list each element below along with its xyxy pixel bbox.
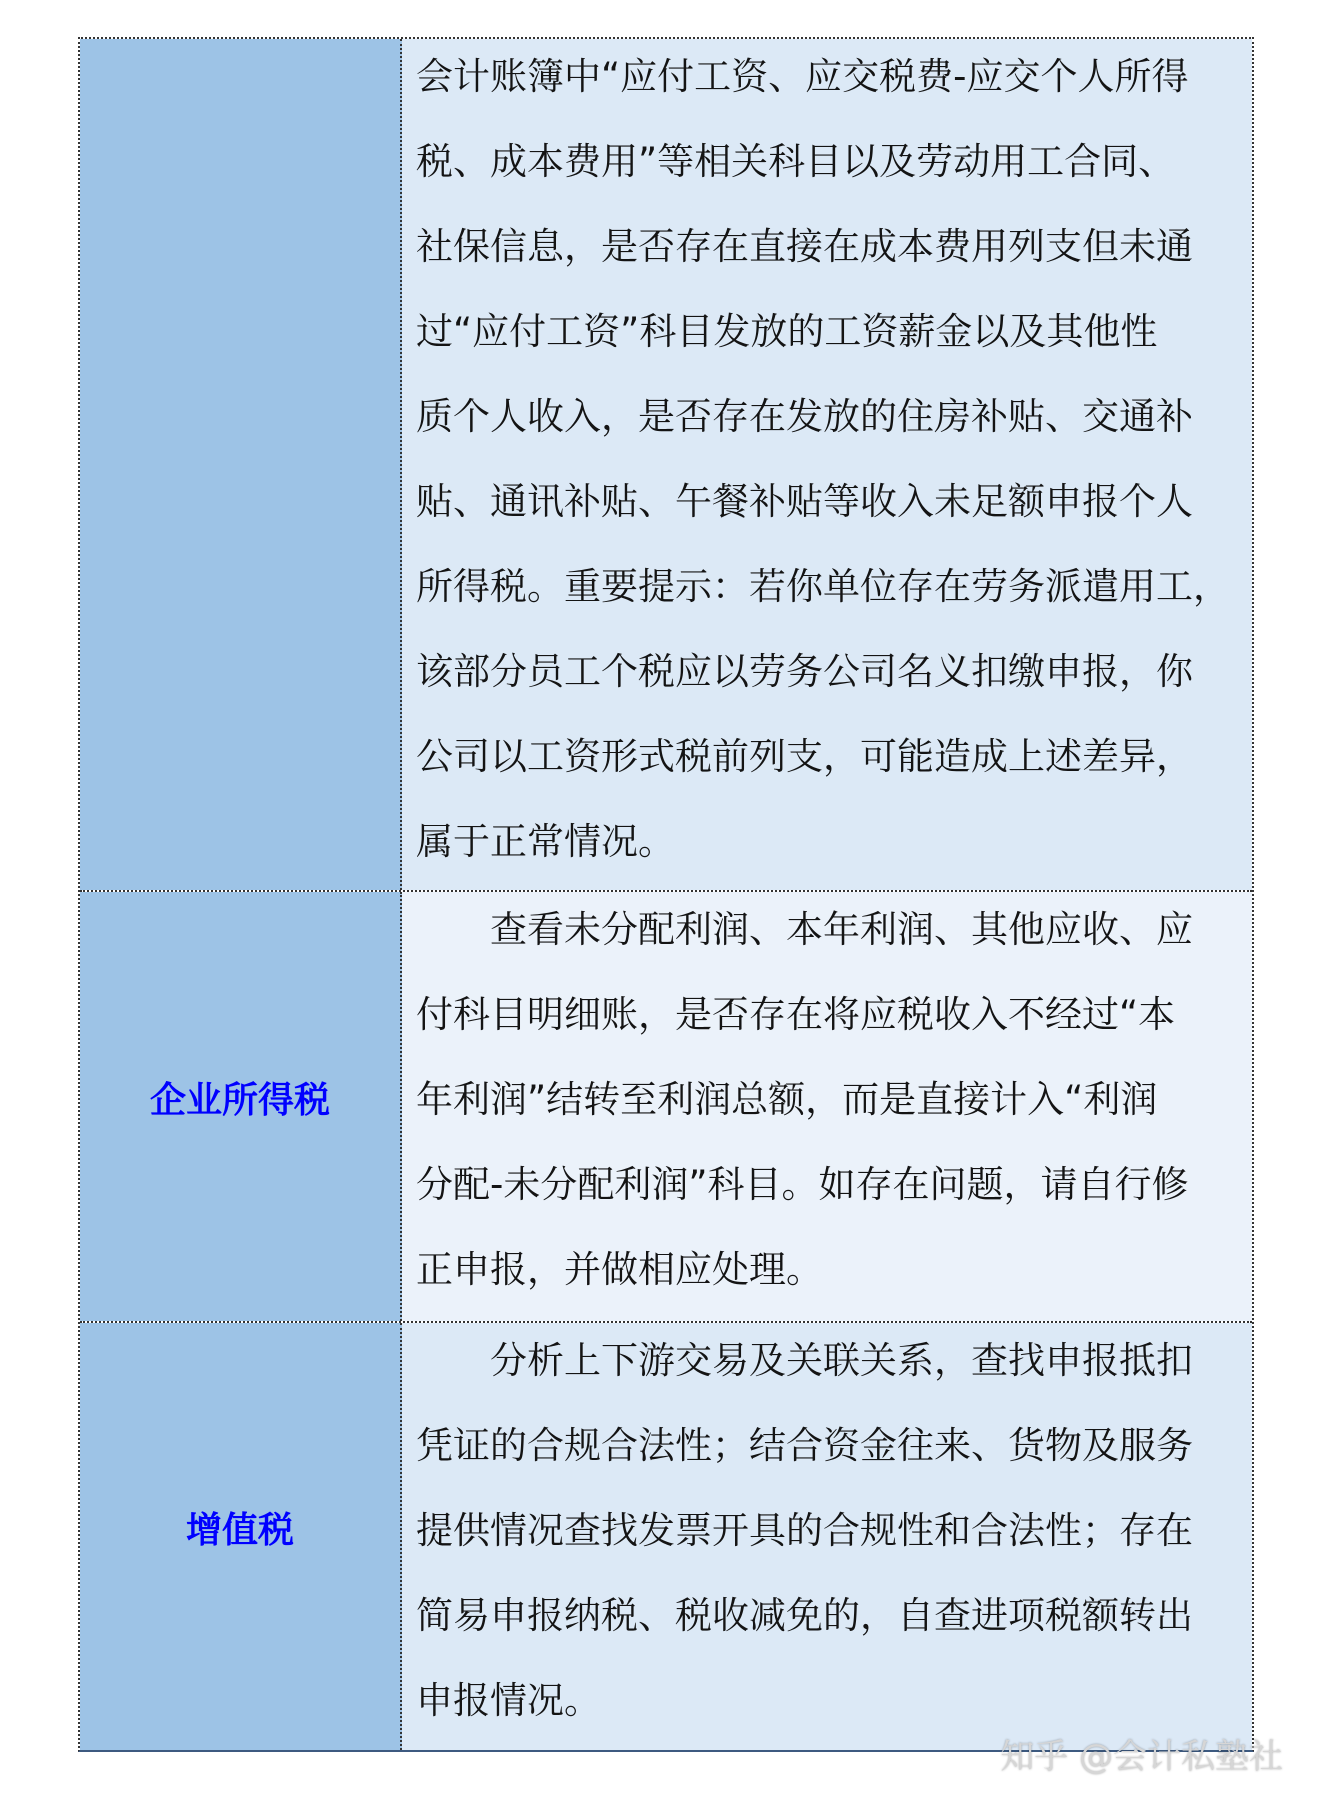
content-line: 过“应付工资”科目发放的工资薪金以及其他性 xyxy=(416,310,1158,353)
tax-type-cell xyxy=(80,892,402,1321)
check-guidance-cell xyxy=(402,39,1252,890)
content-line: 年利润”结转至利润总额，而是直接计入“利润 xyxy=(416,1078,1158,1121)
table-row xyxy=(80,1323,1252,1750)
content-line: 公司以工资形式税前列支，可能造成上述差异， xyxy=(416,735,1193,778)
content-line: 分配-未分配利润”科目。如存在问题，请自行修 xyxy=(416,1163,1189,1206)
tax-self-check-table xyxy=(78,37,1254,1752)
content-line: 社保信息，是否存在直接在成本费用列支但未通 xyxy=(416,225,1193,268)
content-line: 税、成本费用”等相关科目以及劳动用工合同、 xyxy=(416,140,1176,183)
content-line: 属于正常情况。 xyxy=(416,820,675,863)
content-line: 正申报，并做相应处理。 xyxy=(416,1248,823,1291)
table-row xyxy=(80,892,1252,1323)
content-line: 该部分员工个税应以劳务公司名义扣缴申报，你 xyxy=(416,650,1193,693)
content-line: 凭证的合规合法性；结合资金往来、货物及服务 xyxy=(416,1424,1193,1467)
tax-type-cell xyxy=(80,1323,402,1750)
content-line: 提供情况查找发票开具的合规性和合法性；存在 xyxy=(416,1509,1193,1552)
content-line: 质个人收入，是否存在发放的住房补贴、交通补 xyxy=(416,395,1193,438)
tax-type-label: 企业所得税 xyxy=(149,1079,330,1121)
zhihu-watermark: 知乎 @会计私塾社 xyxy=(1000,1737,1283,1777)
content-line: 所得税。重要提示：若你单位存在劳务派遣用工， xyxy=(416,565,1230,608)
content-line: 查看未分配利润、本年利润、其他应收、应 xyxy=(490,908,1193,951)
table-row xyxy=(80,39,1252,892)
content-line: 简易申报纳税、税收减免的，自查进项税额转出 xyxy=(416,1594,1193,1637)
tax-type-cell xyxy=(80,39,402,890)
content-line: 申报情况。 xyxy=(416,1679,601,1722)
content-line: 分析上下游交易及关联关系，查找申报抵扣 xyxy=(490,1339,1193,1382)
content-line: 贴、通讯补贴、午餐补贴等收入未足额申报个人 xyxy=(416,480,1193,523)
check-guidance-cell xyxy=(402,892,1252,1321)
content-line: 付科目明细账，是否存在将应税收入不经过“本 xyxy=(416,993,1176,1036)
content-line: 会计账簿中“应付工资、应交税费-应交个人所得 xyxy=(416,55,1189,98)
check-guidance-cell xyxy=(402,1323,1252,1750)
tax-type-label: 增值税 xyxy=(185,1509,294,1551)
